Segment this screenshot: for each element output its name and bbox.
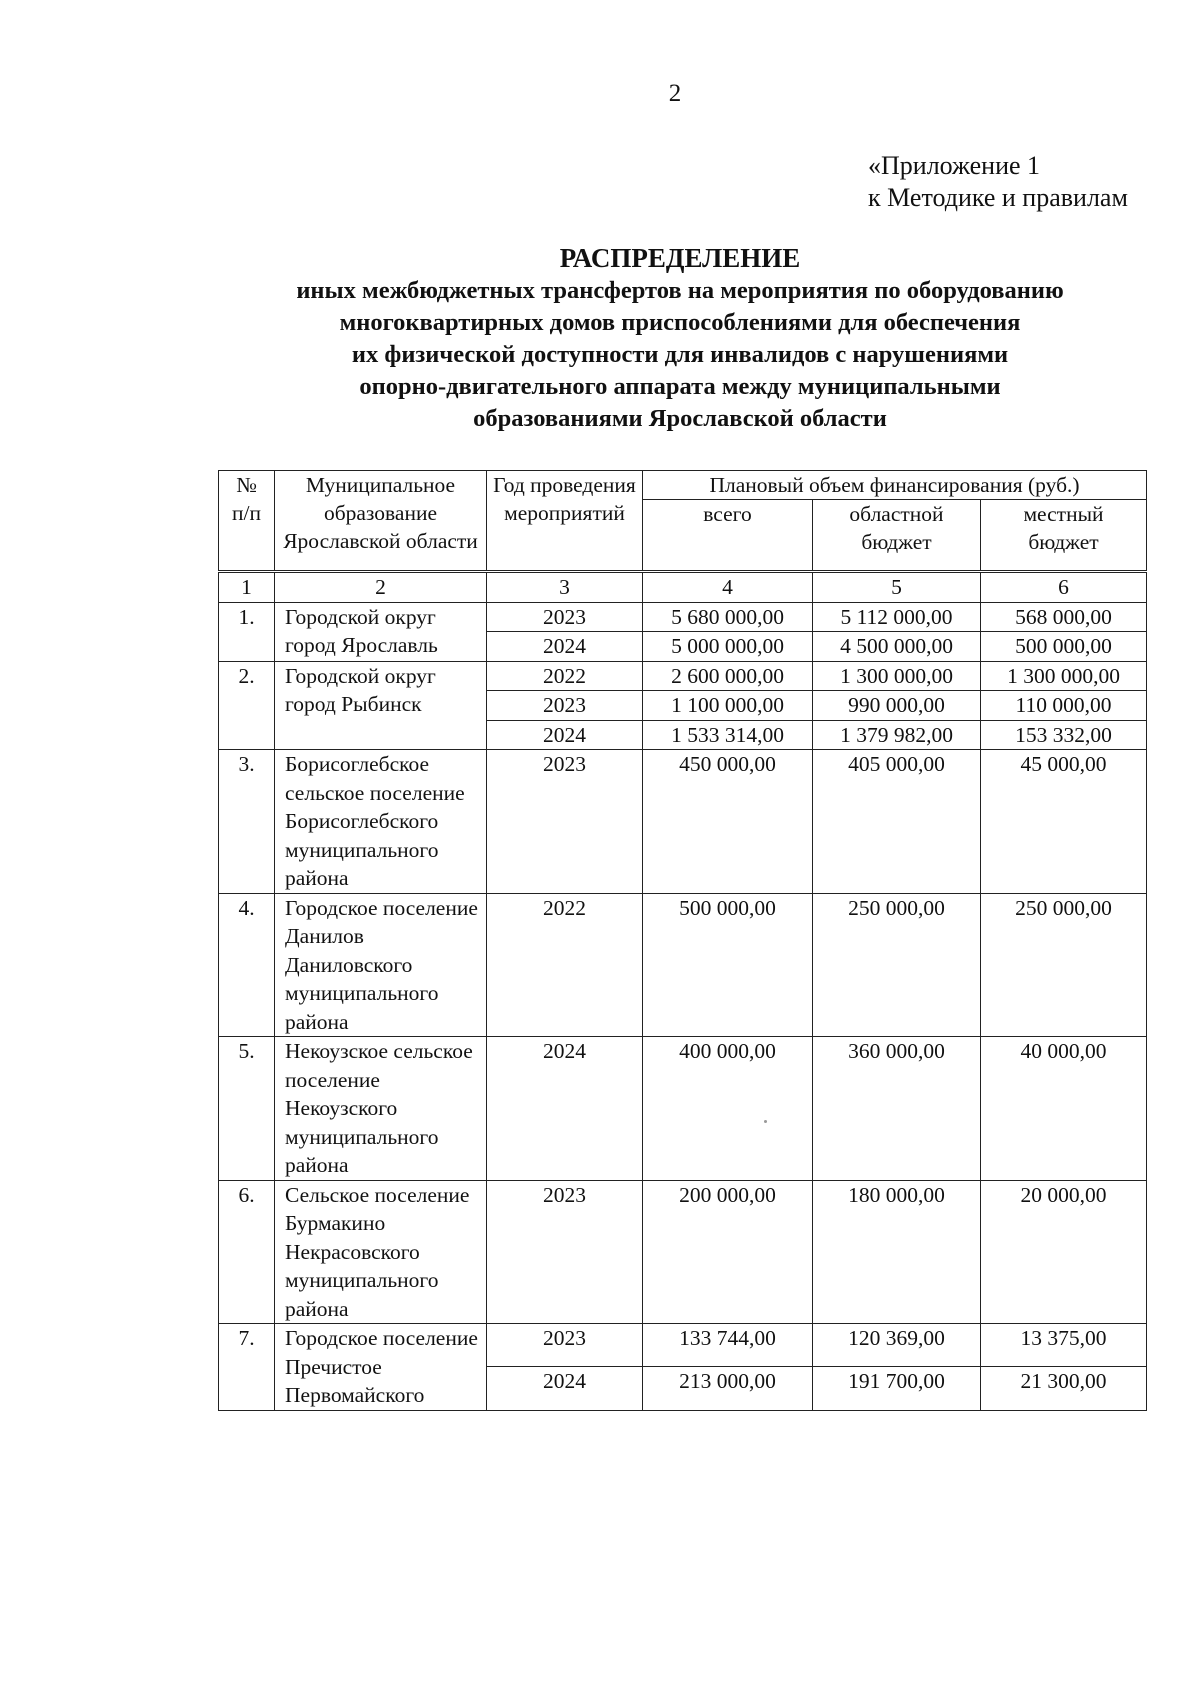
regional-budget-cell: 4 500 000,00 [813,632,981,662]
page-number: 2 [668,80,682,107]
scan-speck [764,1120,767,1123]
regional-budget-cell: 990 000,00 [813,691,981,721]
row-number: 3. [219,750,275,894]
total-cell: 213 000,00 [643,1367,813,1410]
municipality-name: Городской округ город Ярославль [275,602,487,661]
title-line-5: образованиями Ярославской области [473,405,887,432]
local-budget-cell: 250 000,00 [981,893,1147,1037]
total-cell: 400 000,00 [643,1037,813,1181]
regional-budget-cell: 5 112 000,00 [813,602,981,632]
year-cell: 2023 [487,1324,643,1367]
local-budget-cell: 500 000,00 [981,632,1147,662]
municipality-name: Некоузское сельское поселение Некоузского муниципального района [275,1037,487,1181]
local-budget-cell: 1 300 000,00 [981,661,1147,691]
total-cell: 5 000 000,00 [643,632,813,662]
title-heading: РАСПРЕДЕЛЕНИЕ [559,243,801,273]
regional-budget-cell: 120 369,00 [813,1324,981,1367]
header-regional: областной бюджет [813,500,981,572]
table-header-row-1 [219,471,1147,500]
local-budget-cell: 40 000,00 [981,1037,1147,1181]
column-number: 5 [813,572,981,603]
column-number: 1 [219,572,275,603]
regional-budget-cell: 250 000,00 [813,893,981,1037]
regional-budget-cell: 180 000,00 [813,1180,981,1324]
year-cell: 2023 [487,602,643,632]
regional-budget-cell: 405 000,00 [813,750,981,894]
row-number: 5. [219,1037,275,1181]
table-row [219,661,1147,691]
header-num: № п/п [219,471,275,572]
local-budget-cell: 20 000,00 [981,1180,1147,1324]
distribution-table [218,470,1147,1411]
total-cell: 450 000,00 [643,750,813,894]
local-budget-cell: 568 000,00 [981,602,1147,632]
row-number: 4. [219,893,275,1037]
total-cell: 2 600 000,00 [643,661,813,691]
column-number: 2 [275,572,487,603]
title-line-4: опорно-двигательного аппарата между муниципальными [359,373,1001,400]
total-cell: 500 000,00 [643,893,813,1037]
column-number: 6 [981,572,1147,603]
total-cell: 133 744,00 [643,1324,813,1367]
row-number: 1. [219,602,275,661]
local-budget-cell: 45 000,00 [981,750,1147,894]
row-number: 7. [219,1324,275,1411]
column-number-row [219,572,1147,603]
regional-budget-cell: 360 000,00 [813,1037,981,1181]
table-row [219,750,1147,894]
total-cell: 1 533 314,00 [643,720,813,750]
total-cell: 200 000,00 [643,1180,813,1324]
local-budget-cell: 13 375,00 [981,1324,1147,1367]
table-row [219,1037,1147,1181]
document-title [160,241,1200,435]
municipality-name: Городское поселение Данилов Даниловского муниципального района [275,893,487,1037]
year-cell: 2023 [487,750,643,894]
table-row [219,1180,1147,1324]
appendix-line-2: к Методике и правилам [868,183,1128,212]
table-row [219,893,1147,1037]
table-row [219,602,1147,632]
year-cell: 2023 [487,691,643,721]
table-row [219,1324,1147,1367]
column-number: 3 [487,572,643,603]
total-cell: 1 100 000,00 [643,691,813,721]
year-cell: 2023 [487,1180,643,1324]
header-year: Год проведения мероприятий [487,471,643,572]
local-budget-cell: 110 000,00 [981,691,1147,721]
year-cell: 2024 [487,1037,643,1181]
appendix-reference [868,150,1128,214]
regional-budget-cell: 1 300 000,00 [813,661,981,691]
regional-budget-cell: 1 379 982,00 [813,720,981,750]
local-budget-cell: 21 300,00 [981,1367,1147,1410]
title-line-1: иных межбюджетных трансфертов на мероприятия по оборудованию [296,277,1064,304]
year-cell: 2022 [487,893,643,1037]
header-municipality: Муниципальное образование Ярославской области [275,471,487,572]
header-total: всего [643,500,813,572]
title-subtitle [160,275,1200,435]
appendix-line-1: «Приложение 1 [868,151,1041,180]
year-cell: 2024 [487,720,643,750]
year-cell: 2024 [487,1367,643,1410]
regional-budget-cell: 191 700,00 [813,1367,981,1410]
local-budget-cell: 153 332,00 [981,720,1147,750]
year-cell: 2022 [487,661,643,691]
municipality-name: Городское поселение Пречистое Первомайского [275,1324,487,1411]
row-number: 2. [219,661,275,750]
header-funding: Плановый объем финансирования (руб.) [643,471,1147,500]
row-number: 6. [219,1180,275,1324]
year-cell: 2024 [487,632,643,662]
header-local: местный бюджет [981,500,1147,572]
column-number: 4 [643,572,813,603]
municipality-name: Городской округ город Рыбинск [275,661,487,750]
title-line-2: многоквартирных домов приспособлениями для обеспечения [339,309,1021,336]
title-line-3: их физической доступности для инвалидов с нарушениями [351,341,1009,368]
total-cell: 5 680 000,00 [643,602,813,632]
municipality-name: Борисоглебское сельское поселение Борисоглебского муниципального района [275,750,487,894]
municipality-name: Сельское поселение Бурмакино Некрасовского муниципального района [275,1180,487,1324]
